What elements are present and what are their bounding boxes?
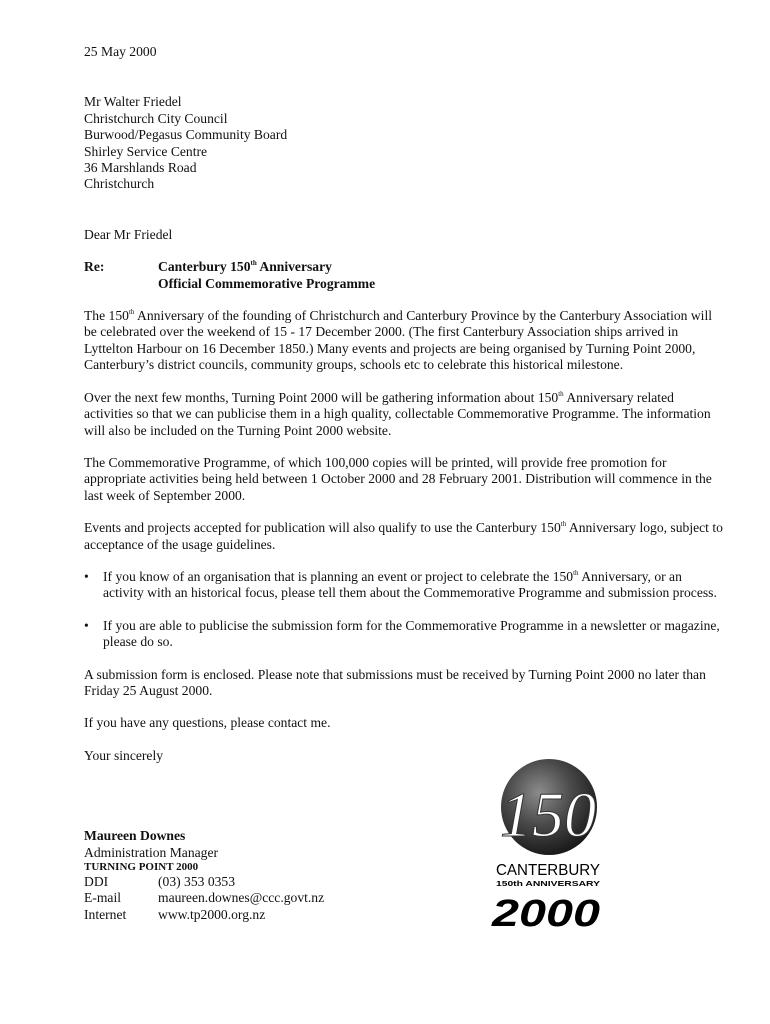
letter (84, 44, 724, 923)
bullet-text: If you are able to publicise the submission form for the Commemorative Programme in a newsletter or magazine, please do so. (103, 617, 720, 650)
address-line: Christchurch City Council (84, 110, 228, 126)
subject-subtitle: Official Commemorative Programme (158, 275, 376, 291)
bullet-icon: • (84, 568, 89, 584)
signer-title: Administration Manager (84, 844, 219, 860)
bullet-text: If you know of an organisation that is planning an event or project to celebrate the 150th Anniversary, or an activity with an historical focus, please tell them about the Commemorative Programme and submission process. (103, 568, 717, 601)
email-link[interactable]: maureen.downes@ccc.govt.nz (158, 890, 325, 906)
contact-row-ddi: DDI (03) 353 0353 (84, 874, 236, 889)
bullet-item-1 (84, 569, 724, 602)
subject-label: Re: (84, 259, 105, 275)
letter-date: 25 May 2000 (84, 44, 157, 59)
address-line: 36 Marshlands Road (84, 160, 197, 176)
bullet-icon: • (84, 617, 89, 633)
address-line: Burwood/Pegasus Community Board (84, 127, 288, 143)
subject-title: Canterbury 150th Anniversary (158, 259, 332, 275)
closing: Your sincerely (84, 747, 164, 763)
signature-block (84, 828, 724, 923)
recipient-address (84, 94, 724, 192)
body-paragraph-3: The Commemorative Programme, of which 100,000 copies will be printed, will provide free promotion for appropriate activities being held between 1 October 2000 and 28 February 2001. Distribution will commence in the last week of September 2000. (84, 454, 712, 503)
canterbury-150-logo (490, 758, 615, 940)
logo-subtitle: 150th ANNIVERSARY (496, 879, 600, 888)
body-paragraph-1: The 150th Anniversary of the founding of Christchurch and Canterbury Province by the Canterbury Association will be celebrated over the weekend of 15 - 17 December 2000. (The first Canterbury Association ships arrived in Lyttelton Harbour on 16 December 1850.) Many events and projects are being organised by Turning Point 2000, Canterbury’s district councils, community groups, schools etc to celebrate this historical milestone. (84, 308, 713, 373)
body-paragraph-6: If you have any questions, please contact me. (84, 715, 331, 731)
website-link[interactable]: www.tp2000.org.nz (158, 906, 266, 922)
bullet-item-2 (84, 618, 724, 651)
address-line: Mr Walter Friedel (84, 94, 182, 110)
contact-row-email: E-mail maureen.downes@ccc.govt.nz (84, 890, 325, 906)
body-paragraph-4: Events and projects accepted for publication will also qualify to use the Canterbury 150th Anniversary logo, subject to acceptance of the usage guidelines. (84, 520, 723, 552)
body-paragraph-2: Over the next few months, Turning Point 2000 will be gathering information about 150th Anniversary related activities so that we can publicise them in a high quality, collectable Commemorative Programme. The information will also be included on the Turning Point 2000 website. (84, 389, 711, 438)
logo-title: CANTERBURY (496, 862, 600, 879)
signer-name: Maureen Downes (84, 828, 186, 844)
body-paragraph-5: A submission form is enclosed. Please note that submissions must be received by Turning Point 2000 no later than Friday 25 August 2000. (84, 666, 706, 698)
logo-year: 2000 (490, 893, 600, 935)
signer-organisation: TURNING POINT 2000 (84, 861, 199, 873)
salutation: Dear Mr Friedel (84, 226, 173, 242)
contact-row-internet: Internet www.tp2000.org.nz (84, 906, 266, 922)
subject-line (84, 259, 724, 292)
logo-number: 150 (500, 779, 596, 850)
address-line: Shirley Service Centre (84, 143, 208, 159)
address-line: Christchurch (84, 176, 155, 192)
